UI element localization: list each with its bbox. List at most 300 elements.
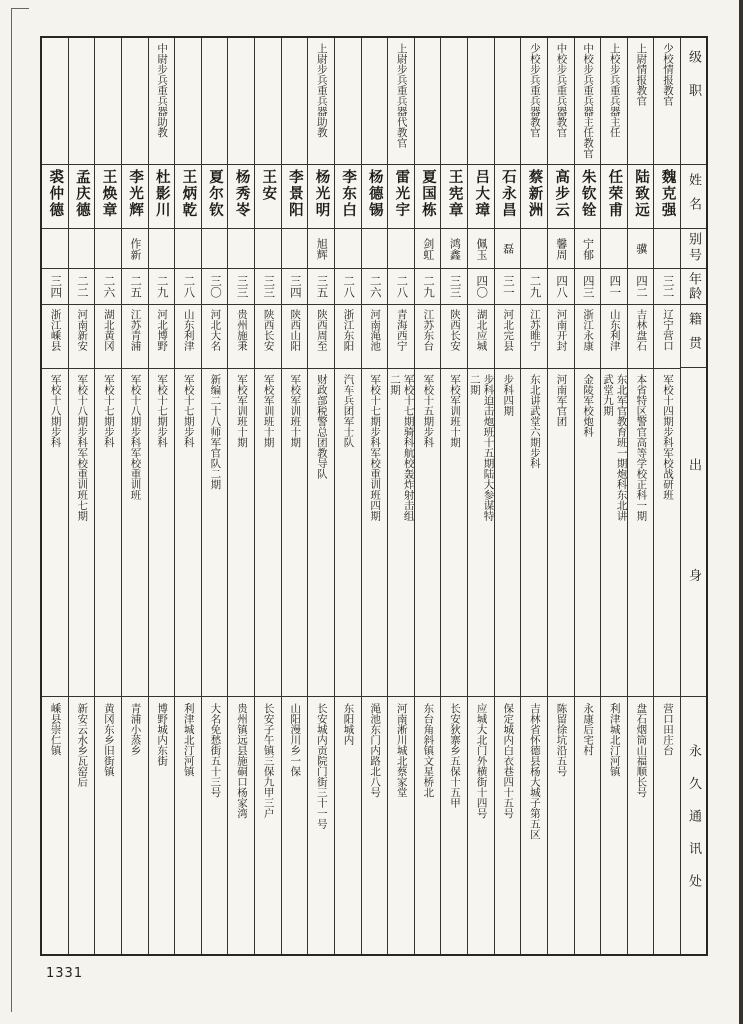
- cell-native-place: [255, 305, 281, 369]
- cell-alias: [308, 229, 334, 269]
- cell-native-place-text: 青海西宁: [395, 308, 407, 351]
- cell-name-text: 王安: [260, 169, 277, 203]
- cell-rank: [415, 38, 441, 165]
- cell-age-text: 二九: [422, 274, 435, 298]
- cell-name-text: 王炳乾: [180, 169, 197, 220]
- cell-background-text: 步科四期: [502, 373, 514, 416]
- cell-background: [388, 369, 414, 698]
- cell-age-text: 四一: [608, 274, 621, 298]
- person-column: [121, 38, 148, 954]
- cell-background: [42, 369, 68, 698]
- cell-background-text: 军校十七期步科: [182, 373, 194, 448]
- cell-native-place: [441, 305, 467, 369]
- cell-address-text: 长安狄寨乡五保十五甲: [449, 703, 460, 809]
- cell-native-place: [149, 305, 175, 369]
- cell-native-place-text: 浙江东阳: [342, 308, 354, 351]
- person-column: [653, 38, 680, 954]
- cell-rank: [202, 38, 228, 165]
- person-column: [547, 38, 574, 954]
- cell-address: [362, 697, 388, 954]
- cell-name: [441, 165, 467, 229]
- cell-background-text: 军校军训班十期: [236, 373, 247, 448]
- cell-native-place: [654, 305, 680, 369]
- person-column: [94, 38, 121, 954]
- cell-background: [149, 369, 175, 698]
- cell-native-place: [42, 305, 68, 369]
- cell-rank: [255, 38, 281, 165]
- cell-age: [69, 269, 95, 305]
- cell-name-text: 陆致远: [632, 169, 649, 220]
- cell-age-text: 四三: [581, 274, 594, 298]
- cell-native-place-text: 湖北应城: [475, 308, 487, 351]
- cell-native-place: [362, 305, 388, 369]
- cell-name-text: 李东白: [340, 169, 357, 220]
- cell-background: [69, 369, 95, 698]
- cell-address: [175, 697, 201, 954]
- cell-name: [42, 165, 68, 229]
- cell-background-text: 军校军训班十期: [289, 373, 301, 448]
- cell-background: [228, 369, 254, 698]
- cell-address-text: 营口田庄台: [662, 703, 673, 756]
- person-column: [600, 38, 627, 954]
- cell-alias: [441, 229, 467, 269]
- cell-name-text: 朱钦铨: [579, 169, 596, 220]
- cell-address-text: 陈留徐坑沿五号: [555, 703, 567, 777]
- cell-alias: [282, 229, 308, 269]
- cell-age-text: 三三: [448, 274, 461, 298]
- cell-rank: [575, 38, 601, 165]
- cell-rank: [362, 38, 388, 165]
- cell-name: [628, 165, 654, 229]
- cell-age-text: 二二: [75, 274, 88, 298]
- cell-address-text: 利津城北汀河镇: [608, 703, 620, 777]
- cell-background: [308, 369, 334, 698]
- cell-name-text: 雷光宇: [393, 169, 410, 220]
- cell-native-place-text: 陕西长安: [262, 308, 274, 351]
- cell-name-text: 杨秀岺: [233, 169, 250, 220]
- cell-native-place: [308, 305, 334, 369]
- cell-age: [202, 269, 228, 305]
- cell-native-place-text: 湖北黄冈: [102, 308, 114, 351]
- cell-background-text: 本省特区警官高等学校正科一期: [635, 373, 647, 521]
- cell-alias-text: 佩玉: [474, 237, 487, 260]
- person-column: [281, 38, 308, 954]
- cell-name-text: 王宪章: [446, 169, 463, 220]
- cell-native-place-text: 江苏睢宁: [528, 308, 540, 351]
- cell-native-place-text: 陕西长安: [449, 308, 460, 351]
- cell-rank: [122, 38, 148, 165]
- cell-background: [468, 369, 494, 698]
- cell-background: [415, 369, 441, 698]
- cell-rank-text: 少校情报教官: [662, 43, 673, 106]
- cell-name: [521, 165, 547, 229]
- cell-native-place-text: 河北大名: [209, 308, 221, 351]
- person-column: [414, 38, 441, 954]
- cell-background-text: 步科迫击炮班十五期陆大参谋特二期: [468, 373, 494, 521]
- cell-name: [601, 165, 627, 229]
- cell-native-place-text: 河南渑池: [369, 308, 381, 351]
- cell-native-place: [335, 305, 361, 369]
- cell-alias: [335, 229, 361, 269]
- cell-address-text: 盘石烟筒山福顺长号: [635, 703, 647, 798]
- cell-background-text: 东北军官教育班一期炮科东北讲武堂九期: [601, 373, 627, 521]
- cell-native-place: [628, 305, 654, 369]
- cell-age-text: 三三: [235, 274, 248, 298]
- cell-age: [362, 269, 388, 305]
- cell-rank-text: 少校步兵重兵器教官: [528, 43, 540, 138]
- cell-name: [282, 165, 308, 229]
- field-header-label: 籍贯: [686, 312, 702, 361]
- cell-rank-text: 上尉步兵重兵器助教: [315, 43, 327, 138]
- cell-name-text: 李光辉: [127, 169, 144, 220]
- cell-name: [468, 165, 494, 229]
- cell-name: [202, 165, 228, 229]
- cell-rank: [468, 38, 494, 165]
- cell-rank: [95, 38, 121, 165]
- cell-age: [282, 269, 308, 305]
- cell-alias: [122, 229, 148, 269]
- cell-background-text: 汽车兵团军士队: [342, 373, 354, 448]
- cell-background: [521, 369, 547, 698]
- field-header-address: [681, 697, 706, 954]
- cell-alias: [468, 229, 494, 269]
- cell-alias: [601, 229, 627, 269]
- cell-age-text: 二九: [528, 274, 541, 298]
- cell-background-text: 新编二十八师军官队二期: [209, 373, 221, 490]
- cell-age-text: 二八: [182, 274, 195, 298]
- personnel-register-table: [40, 36, 708, 956]
- cell-name: [95, 165, 121, 229]
- cell-native-place: [548, 305, 574, 369]
- cell-native-place-text: 吉林盘石: [635, 308, 647, 351]
- cell-address-text: 新安云水乡瓦窑后: [76, 703, 88, 788]
- cell-age: [149, 269, 175, 305]
- cell-background: [202, 369, 228, 698]
- cell-background-text: 军校十八期步科军校重训班七期: [76, 373, 88, 521]
- cell-native-place: [95, 305, 121, 369]
- cell-address-text: 博野城内东街: [156, 703, 168, 767]
- person-column: [574, 38, 601, 954]
- cell-age: [335, 269, 361, 305]
- cell-native-place-text: 山东利津: [182, 308, 194, 351]
- cell-address: [601, 697, 627, 954]
- cell-age: [495, 269, 521, 305]
- cell-age: [308, 269, 334, 305]
- cell-name-text: 蔡新洲: [526, 169, 543, 220]
- cell-address-text: 长安子午镇三保九甲三户: [262, 703, 274, 819]
- cell-native-place-text: 陕西周至: [315, 308, 327, 351]
- cell-address: [95, 697, 121, 954]
- cell-age: [122, 269, 148, 305]
- cell-name-text: 杜影川: [153, 169, 170, 220]
- cell-alias-text: 磊: [501, 243, 514, 255]
- cell-address: [202, 697, 228, 954]
- cell-rank: [335, 38, 361, 165]
- cell-background-text: 军校十七期步科: [102, 373, 114, 448]
- cell-alias: [521, 229, 547, 269]
- cell-rank-text: 上尉情报教官: [635, 43, 647, 106]
- cell-age: [628, 269, 654, 305]
- cell-age-text: 三四: [288, 274, 301, 298]
- cell-address: [548, 697, 574, 954]
- cell-address: [654, 697, 680, 954]
- cell-background-text: 军校十七期步科军校重训班四期: [369, 373, 381, 521]
- cell-age-text: 四二: [635, 274, 648, 298]
- cell-native-place: [69, 305, 95, 369]
- cell-background-text: 河南军官团: [555, 373, 567, 427]
- cell-rank: [548, 38, 574, 165]
- cell-alias-text: 骥: [634, 243, 647, 255]
- cell-native-place-text: 陕西山阳: [289, 308, 301, 351]
- cell-age: [654, 269, 680, 305]
- field-header-label: 永久通讯处: [686, 744, 702, 907]
- cell-age: [575, 269, 601, 305]
- cell-address-text: 应城大北门外横街十四号: [475, 703, 487, 819]
- cell-alias: [175, 229, 201, 269]
- field-header-label: 年龄: [686, 271, 702, 301]
- cell-name: [149, 165, 175, 229]
- cell-background: [548, 369, 574, 698]
- cell-rank: [388, 38, 414, 165]
- cell-background: [122, 369, 148, 698]
- cell-rank-text: 中校步兵重兵器主任教官: [582, 43, 594, 159]
- cell-alias: [362, 229, 388, 269]
- cell-background-text: 军校十八期步科军校重训班: [129, 373, 141, 500]
- cell-native-place: [575, 305, 601, 369]
- cell-address: [255, 697, 281, 954]
- person-column: [201, 38, 228, 954]
- cell-alias: [69, 229, 95, 269]
- cell-age-text: 二五: [129, 274, 142, 298]
- cell-name-text: 魏克强: [659, 169, 676, 220]
- cell-address: [388, 697, 414, 954]
- page-margin-tick: [11, 8, 29, 9]
- cell-rank: [149, 38, 175, 165]
- cell-age-text: 三一: [501, 274, 514, 298]
- cell-native-place-text: 河北博野: [156, 308, 168, 351]
- cell-alias-text: 鸿鑫: [448, 237, 461, 260]
- cell-name-text: 任荣甫: [606, 169, 623, 220]
- cell-age: [95, 269, 121, 305]
- cell-address-text: 利津城北汀河镇: [182, 703, 194, 777]
- cell-address-text: 大名免愁街五十三号: [209, 703, 221, 798]
- cell-rank: [441, 38, 467, 165]
- cell-age: [468, 269, 494, 305]
- cell-address: [415, 697, 441, 954]
- cell-name: [255, 165, 281, 229]
- cell-name: [69, 165, 95, 229]
- cell-address: [468, 697, 494, 954]
- cell-alias: [495, 229, 521, 269]
- cell-age: [441, 269, 467, 305]
- person-column: [227, 38, 254, 954]
- person-column: [494, 38, 521, 954]
- cell-rank: [69, 38, 95, 165]
- cell-alias: [548, 229, 574, 269]
- cell-alias: [388, 229, 414, 269]
- cell-name: [495, 165, 521, 229]
- cell-name: [122, 165, 148, 229]
- cell-age-text: 二九: [155, 274, 168, 298]
- cell-background-text: 军校军训班十期: [449, 373, 460, 448]
- cell-age-text: 三三: [262, 274, 275, 298]
- cell-name-text: 夏尔钦: [206, 169, 223, 220]
- cell-alias: [42, 229, 68, 269]
- cell-age-text: 二六: [368, 274, 381, 298]
- cell-age-text: 二八: [342, 274, 355, 298]
- cell-native-place-text: 河北完县: [502, 308, 514, 351]
- field-header-label: 出身: [686, 458, 702, 680]
- person-column: [174, 38, 201, 954]
- cell-background: [654, 369, 680, 698]
- person-column: [68, 38, 95, 954]
- cell-native-place-text: 江苏青浦: [129, 308, 141, 351]
- cell-address-text: 青浦小蒸乡: [129, 703, 141, 756]
- cell-background: [175, 369, 201, 698]
- cell-address-text: 山阳漫川乡一保: [289, 703, 301, 777]
- cell-background: [255, 369, 281, 698]
- cell-background-text: 军校军训班十期: [262, 373, 274, 448]
- cell-name: [415, 165, 441, 229]
- cell-native-place-text: 浙江永康: [582, 308, 594, 351]
- cell-name-text: 高步云: [553, 169, 570, 220]
- cell-address: [575, 697, 601, 954]
- cell-age: [175, 269, 201, 305]
- cell-native-place: [388, 305, 414, 369]
- cell-background: [282, 369, 308, 698]
- cell-name-text: 夏国栋: [419, 169, 436, 220]
- cell-alias: [255, 229, 281, 269]
- cell-address-text: 吉林省怀德县杨大城子第五区: [528, 703, 540, 840]
- cell-background: [575, 369, 601, 698]
- cell-alias-text: 旭辉: [315, 237, 328, 260]
- cell-rank-text: 中尉步兵重兵器助教: [156, 43, 168, 138]
- cell-rank: [495, 38, 521, 165]
- cell-name: [388, 165, 414, 229]
- cell-native-place: [521, 305, 547, 369]
- field-header-label: 姓名: [686, 172, 702, 221]
- cell-name-text: 裘仲德: [47, 169, 64, 220]
- cell-rank: [308, 38, 334, 165]
- cell-rank-text: 中校步兵重兵器教官: [555, 43, 567, 138]
- cell-native-place: [175, 305, 201, 369]
- cell-age: [228, 269, 254, 305]
- cell-native-place: [122, 305, 148, 369]
- cell-alias: [202, 229, 228, 269]
- cell-background: [441, 369, 467, 698]
- cell-rank: [521, 38, 547, 165]
- cell-address-text: 东阳城内: [342, 703, 354, 746]
- cell-address: [282, 697, 308, 954]
- cell-address: [628, 697, 654, 954]
- cell-address: [122, 697, 148, 954]
- cell-alias-text: 馨周: [554, 237, 567, 260]
- cell-rank-text: 上校步兵重兵器主任: [608, 43, 620, 138]
- person-column: [148, 38, 175, 954]
- cell-address-text: 贵州镇远县施硐口杨家湾: [236, 703, 247, 819]
- cell-background: [362, 369, 388, 698]
- cell-name-text: 杨德锡: [366, 169, 383, 220]
- cell-name-text: 王焕章: [100, 169, 117, 220]
- cell-rank: [654, 38, 680, 165]
- cell-background-text: 金陵军校炮科: [582, 373, 594, 437]
- cell-name: [575, 165, 601, 229]
- field-header-rank: [681, 38, 706, 165]
- cell-age-text: 三二: [661, 274, 674, 298]
- cell-name-text: 石永昌: [499, 169, 516, 220]
- cell-age-text: 四八: [555, 274, 568, 298]
- cell-address: [69, 697, 95, 954]
- cell-native-place-text: 河南新安: [76, 308, 88, 351]
- cell-age-text: 三四: [49, 274, 62, 298]
- cell-alias: [149, 229, 175, 269]
- cell-address-text: 永康后宅村: [582, 703, 594, 756]
- page-number: 1331: [46, 966, 84, 981]
- cell-name-text: 吕大璋: [473, 169, 490, 220]
- cell-age: [601, 269, 627, 305]
- cell-background: [601, 369, 627, 698]
- cell-background: [335, 369, 361, 698]
- cell-alias: [575, 229, 601, 269]
- cell-age: [255, 269, 281, 305]
- cell-alias: [95, 229, 121, 269]
- cell-address-text: 长安城内贡院门街三十一号: [315, 703, 327, 830]
- cell-native-place-text: 河南开封: [555, 308, 567, 351]
- cell-rank: [42, 38, 68, 165]
- cell-alias: [654, 229, 680, 269]
- cell-background-text: 军校十七期骑科航校轰炸射击组二期: [388, 373, 414, 521]
- cell-age-text: 三〇: [209, 274, 222, 298]
- cell-address: [228, 697, 254, 954]
- cell-age-text: 二六: [102, 274, 115, 298]
- cell-background-text: 财政部税警总团教导队: [315, 373, 327, 479]
- person-column: [361, 38, 388, 954]
- field-header-label: 级职: [686, 50, 702, 118]
- cell-age: [42, 269, 68, 305]
- cell-alias-text: 宁郁: [581, 237, 594, 260]
- cell-age: [548, 269, 574, 305]
- cell-name: [548, 165, 574, 229]
- cell-background: [95, 369, 121, 698]
- cell-name: [308, 165, 334, 229]
- person-column: [307, 38, 334, 954]
- cell-age: [388, 269, 414, 305]
- field-header-name: [681, 165, 706, 229]
- field-header-label: 别号: [686, 232, 702, 265]
- cell-name: [362, 165, 388, 229]
- person-column: [334, 38, 361, 954]
- cell-rank: [628, 38, 654, 165]
- cell-address: [308, 697, 334, 954]
- scan-gutter-shadow: [739, 0, 743, 1024]
- cell-native-place-text: 贵州施秉: [236, 308, 247, 351]
- person-column: [467, 38, 494, 954]
- cell-native-place-text: 江苏东台: [422, 308, 434, 351]
- cell-rank: [228, 38, 254, 165]
- cell-address: [441, 697, 467, 954]
- cell-native-place: [415, 305, 441, 369]
- cell-background-text: 军校十四期步科军校战研班: [662, 373, 673, 500]
- cell-native-place: [202, 305, 228, 369]
- cell-address-text: 保定城内白衣巷四十五号: [502, 703, 514, 819]
- cell-background: [495, 369, 521, 698]
- cell-name: [175, 165, 201, 229]
- cell-native-place: [228, 305, 254, 369]
- field-header-column: [680, 38, 706, 954]
- cell-name-text: 孟庆德: [73, 169, 90, 220]
- cell-name: [335, 165, 361, 229]
- cell-address-text: 东台角斜镇文星桥北: [422, 703, 434, 798]
